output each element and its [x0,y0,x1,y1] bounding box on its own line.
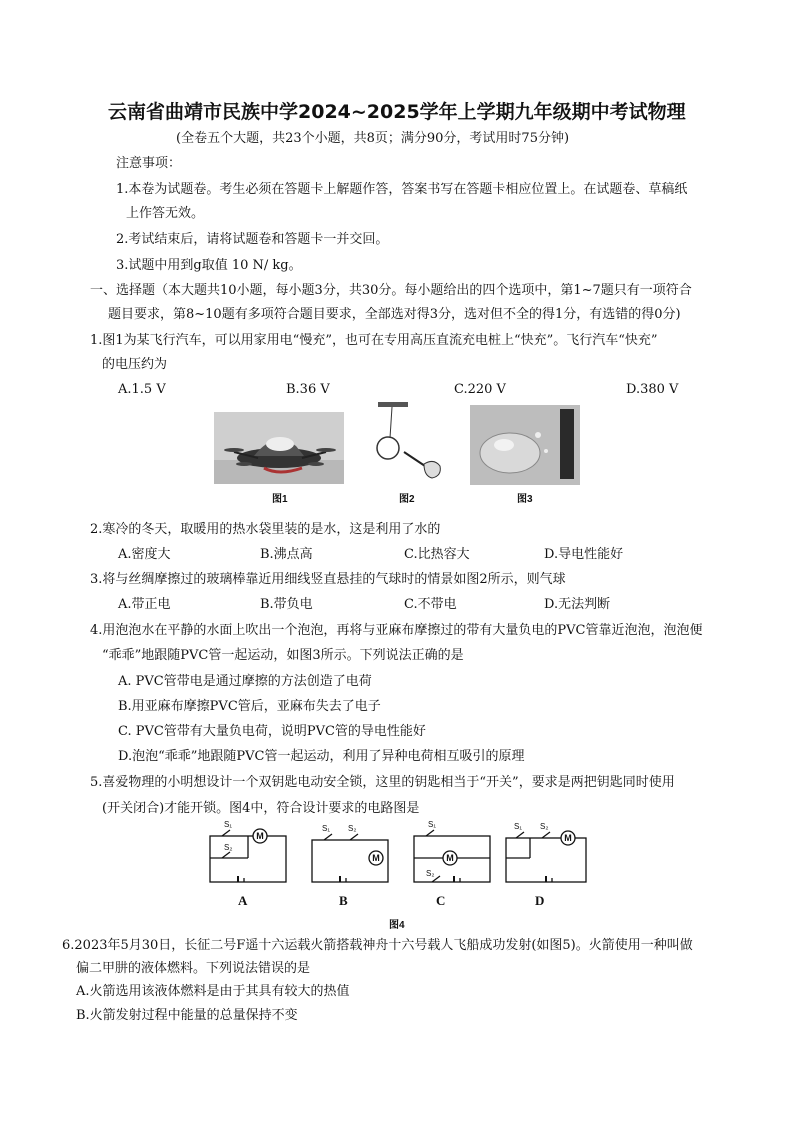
figure-3-bubble-pvc [470,405,580,485]
q3-option-d[interactable]: D.无法判断 [544,597,611,612]
figure-1-flying-car [214,412,344,484]
note-item: 1.本卷为试题卷。考生必须在答题卡上解题作答，答案书写在答题卡相应位置上。在试题卷、草稿纸 [116,182,688,197]
q6-option-b[interactable]: B.火箭发射过程中能量的总量保持不变 [76,1008,298,1023]
circuit-a [210,830,286,882]
switch-label: S₁ [224,820,233,829]
q1-option-a[interactable]: A.1.5 V [118,382,166,397]
note-item: 上作答无效。 [126,206,205,221]
q6-option-a[interactable]: A.火箭选用该液体燃料是由于其具有较大的热值 [76,984,350,999]
motor-label-c: M [446,853,454,863]
question-5-cont: (开关闭合)才能开锁。图4中，符合设计要求的电路图是 [102,801,420,816]
question-3: 3.将与丝绸摩擦过的玻璃棒靠近用细线竖直悬挂的气球时的情景如图2所示，则气球 [90,572,566,587]
q1-option-d[interactable]: D.380 V [626,382,679,397]
question-4: 4.用泡泡水在平静的水面上吹出一个泡泡，再将与亚麻布摩擦过的带有大量负电的PVC管靠近泡泡，泡泡便 [90,623,703,638]
q4-option-c[interactable]: C. PVC管带有大量负电荷，说明PVC管的导电性能好 [118,724,426,739]
notes-heading: 注意事项： [116,156,182,171]
q1-option-c[interactable]: C.220 V [454,382,506,397]
question-6-cont: 偏二甲肼的液体燃料。下列说法错误的是 [76,961,311,976]
figure-1-caption: 图1 [272,494,288,505]
exam-info: (全卷五个大题，共23个小题，共8页；满分90分，考试用时75分钟) [176,131,570,146]
switch-label: S₂ [540,822,549,831]
q2-option-b[interactable]: B.沸点高 [260,547,313,562]
section-intro: 题目要求，第8~10题有多项符合题目要求，全部选对得3分，选对但不全的得1分，有选错的得0分) [108,307,681,322]
figure-3-caption: 图3 [517,494,533,505]
switch-label: S₁ [514,822,523,831]
switch-label: S₂ [426,869,435,878]
circuit-letter-c[interactable]: C [436,893,446,908]
question-5: 5.喜爱物理的小明想设计一个双钥匙电动安全锁，这里的钥匙相当于“开关”，要求是两把钥匙同时使用 [90,775,675,790]
switch-label: S₂ [348,824,357,833]
circuit-letter-b[interactable]: B [339,893,348,908]
question-4-cont: “乖乖”地跟随PVC管一起运动，如图3所示。下列说法正确的是 [102,648,464,663]
q1-option-b[interactable]: B.36 V [286,382,330,397]
note-item: 2.考试结束后，请将试题卷和答题卡一并交回。 [116,232,389,247]
switch-label: S₁ [428,820,437,829]
motor-label-a: M [256,831,264,841]
section-intro: 一、选择题（本大题共10小题，每小题3分，共30分。每小题给出的四个选项中，第1~7题只有一项符合 [90,283,692,298]
q4-option-d[interactable]: D.泡泡“乖乖”地跟随PVC管一起运动，利用了异种电荷相互吸引的原理 [118,749,525,764]
figure-2-balloon-rod [370,400,450,486]
page-title: 云南省曲靖市民族中学2024~2025学年上学期九年级期中考试物理 [108,101,686,123]
figure-4-caption: 图4 [389,920,405,931]
motor-label-b: M [372,853,380,863]
figure-4-circuits [200,818,600,890]
figure-2-caption: 图2 [399,494,415,505]
motor-label-d: M [564,833,572,843]
q2-option-c[interactable]: C.比热容大 [404,547,470,562]
switch-label: S₂ [224,843,233,852]
switch-label: S₁ [322,824,331,833]
q2-option-a[interactable]: A.密度大 [118,547,171,562]
q3-option-a[interactable]: A.带正电 [118,597,171,612]
question-6: 6.2023年5月30日，长征二号F遥十六运载火箭搭载神舟十六号载人飞船成功发射(如图5)。火箭使用一种叫做 [62,938,693,953]
question-1: 1.图1为某飞行汽车，可以用家用电“慢充”，也可在专用高压直流充电桩上“快充”。飞行汽车“快充” [90,333,658,348]
q2-option-d[interactable]: D.导电性能好 [544,547,624,562]
circuit-letter-a[interactable]: A [238,893,248,908]
q3-option-b[interactable]: B.带负电 [260,597,313,612]
question-2: 2.寒冷的冬天，取暖用的热水袋里装的是水，这是利用了水的 [90,522,441,537]
q4-option-b[interactable]: B.用亚麻布摩擦PVC管后，亚麻布失去了电子 [118,699,381,714]
question-1-cont: 的电压约为 [102,357,168,372]
circuit-letter-d[interactable]: D [535,893,545,908]
q3-option-c[interactable]: C.不带电 [404,597,457,612]
q4-option-a[interactable]: A. PVC管带电是通过摩擦的方法创造了电荷 [118,674,372,689]
note-item: 3.试题中用到g取值 10 N/ kg。 [116,258,302,273]
